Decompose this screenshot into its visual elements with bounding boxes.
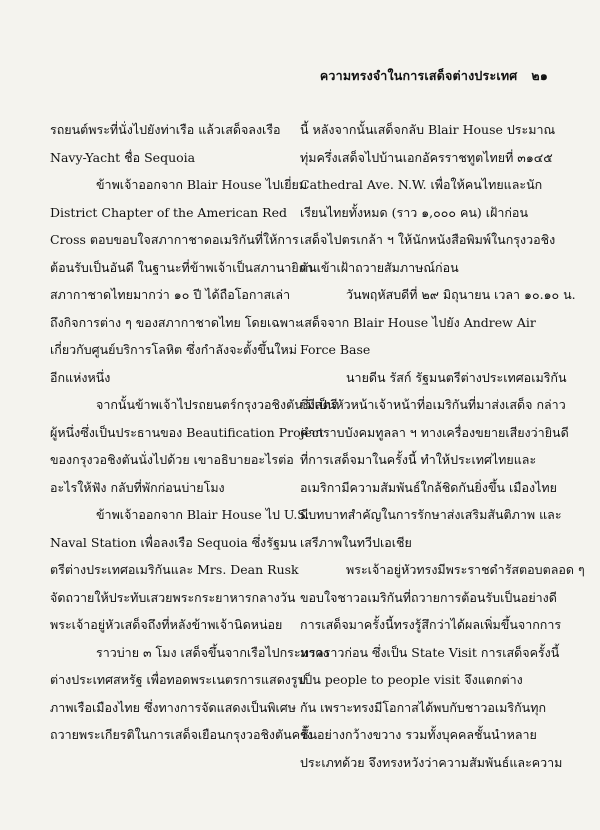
paragraph	[50, 171, 314, 391]
text-line: จัดถวายให้ประทับเสวยพระกระยาหารกลางวัน	[50, 589, 296, 605]
text-line: ข้าพเจ้าออกจาก Blair House ไป U.S.	[96, 507, 310, 522]
text-line: Navy-Yacht ชื่อ Sequoia	[50, 149, 196, 165]
text-line: ตรีต่างประเทศอเมริกันและ Mrs. Dean Rusk	[50, 562, 299, 577]
text-line: ภาพเรือเมืองไทย ซึ่งทางการจัดแสดงเป็นพิเศษ	[50, 699, 296, 715]
text-line: ตันเข้าเฝ้าถวายสัมภาษณ์ก่อน	[300, 259, 459, 275]
text-line: ถวายพระเกียรติในการเสด็จเยือนกรุงวอชิงตันครั้ง	[50, 727, 313, 742]
text-line: วันพฤหัสบดีที่ ๒๙ มิถุนายน เวลา ๑๐.๑๐ น.	[346, 287, 576, 302]
text-line: Cathedral Ave. N.W. เพื่อให้คนไทยและนัก	[300, 177, 543, 192]
paragraph	[50, 391, 338, 501]
text-line: มาคราวก่อน ซึ่งเป็น State Visit การเสด็จครั้งนี้	[300, 644, 560, 660]
text-line: นายดีน รัสก์ รัฐมนตรีต่างประเทศอเมริกัน	[346, 369, 567, 385]
text-line: เรียนไทยทั้งหมด (ราว ๑,๐๐๐ คน) เฝ้าก่อน	[300, 204, 528, 220]
text-line: ข้าพเจ้าออกจาก Blair House ไปเยี่ยม	[96, 177, 308, 192]
text-line: ชั้นอย่างกว้างขวาง รวมทั้งบุคคลชั้นนำหลาย	[300, 727, 537, 742]
text-line: เสด็จไปตรเกล้า ฯ ให้นักหนังสือพิมพ์ในกรุงวอชิง	[300, 232, 556, 247]
text-line: อะไรให้ฟัง กลับที่พักก่อนบ่ายโมง	[50, 479, 225, 495]
right-column	[300, 116, 585, 776]
text-line: ผู้หนึ่งซึ่งเป็นประธานของ Beautification Project	[50, 424, 324, 440]
text-line: ซึ่งเป็นหัวหน้าเจ้าหน้าที่อเมริกันที่มาส่งเสด็จ กล่าว	[300, 397, 566, 412]
text-line: District Chapter of the American Red	[50, 204, 287, 220]
text-line: ถึงกิจการต่าง ๆ ของสภากาชาดไทย โดยเฉพาะ	[50, 314, 302, 330]
text-line: มีบทบาทสำคัญในการรักษาส่งเสริมสันติภาพ และ	[300, 507, 562, 522]
text-line: สภากาชาดไทยมากว่า ๑๐ ปี ได้ถือโอกาสเล่า	[50, 287, 291, 302]
paragraph	[50, 116, 300, 171]
text-line: คำกราบบังคมทูลลา ฯ ทางเครื่องขยายเสียงว่ายินดี	[300, 424, 569, 440]
text-line: ขอบใจชาวอเมริกันที่ถวายการต้อนรับเป็นอย่างดี	[300, 589, 557, 605]
paragraph	[300, 116, 556, 281]
text-line: ราวบ่าย ๓ โมง เสด็จขึ้นจากเรือไปกระทรวง	[96, 644, 329, 660]
text-line: Naval Station เพื่อลงเรือ Sequoia ซึ่งรัฐมน	[50, 534, 297, 550]
text-line: เสด็จจาก Blair House ไปยัง Andrew Air	[300, 314, 536, 330]
text-line: อเมริกามีความสัมพันธ์ใกล้ชิดกันยิ่งขึ้น เมืองไทย	[300, 479, 557, 495]
text-line: Force Base	[300, 342, 371, 357]
paragraph	[50, 639, 329, 749]
text-line: พระเจ้าอยู่หัวทรงมีพระราชดำรัสตอบตลอด ๆ	[346, 562, 585, 577]
text-line: เป็น people to people visit จึงแตกต่าง	[300, 672, 523, 687]
paragraph	[300, 281, 576, 364]
paragraph	[300, 556, 585, 776]
paragraph	[50, 501, 310, 639]
text-line: รถยนต์พระที่นั่งไปยังท่าเรือ แล้วเสด็จลงเรือ	[50, 122, 281, 137]
page-number: ๒๑	[531, 68, 548, 83]
text-line: Cross ตอบขอบใจสภากาชาดอเมริกันที่ให้การ	[50, 232, 299, 247]
text-line: เสรีภาพในทวีปเอเชีย	[300, 534, 412, 550]
text-line: ต้อนรับเป็นอันดี ในฐานะที่ข้าพเจ้าเป็นสภานายิกา	[50, 259, 314, 275]
text-line: เกี่ยวกับศูนย์บริการโลหิต ซึ่งกำลังจะตั้งขึ้นใหม่	[50, 342, 298, 357]
text-line: ทุ่มครึ่งเสด็จไปบ้านเอกอัครราชทูตไทยที่ ๓๑๔๕	[300, 149, 553, 165]
text-line: ต่างประเทศสหรัฐ เพื่อทอดพระเนตรการแสดงรูป	[50, 672, 306, 687]
running-header	[320, 66, 548, 86]
text-line: จากนั้นข้าพเจ้าไปรถยนตร์กรุงวอชิงตัน มีสตรี	[96, 397, 338, 412]
text-line: นี้ หลังจากนั้นเสด็จกลับ Blair House ประมาณ	[300, 122, 556, 137]
text-line: ที่การเสด็จมาในครั้งนี้ ทำให้ประเทศไทยและ	[300, 452, 537, 467]
text-line: อีกแห่งหนึ่ง	[50, 369, 111, 385]
text-line: ของกรุงวอชิงตันนั่งไปด้วย เขาอธิบายอะไรต่อ	[50, 452, 294, 467]
text-line: พระเจ้าอยู่หัวเสด็จถึงที่หลังข้าพเจ้านิดหน่อย	[50, 617, 283, 632]
text-line: การเสด็จมาครั้งนี้ทรงรู้สึกว่าได้ผลเพิ่มขึ้นจากการ	[300, 617, 562, 632]
text-line: กัน เพราะทรงมีโอกาสได้พบกับชาวอเมริกันทุก	[300, 699, 547, 715]
text-line: ประเภทด้วย จึงทรงหวังว่าความสัมพันธ์และความ	[300, 754, 563, 770]
header-title: ความทรงจำในการเสด็จต่างประเทศ	[319, 68, 518, 83]
paragraph	[300, 364, 569, 557]
